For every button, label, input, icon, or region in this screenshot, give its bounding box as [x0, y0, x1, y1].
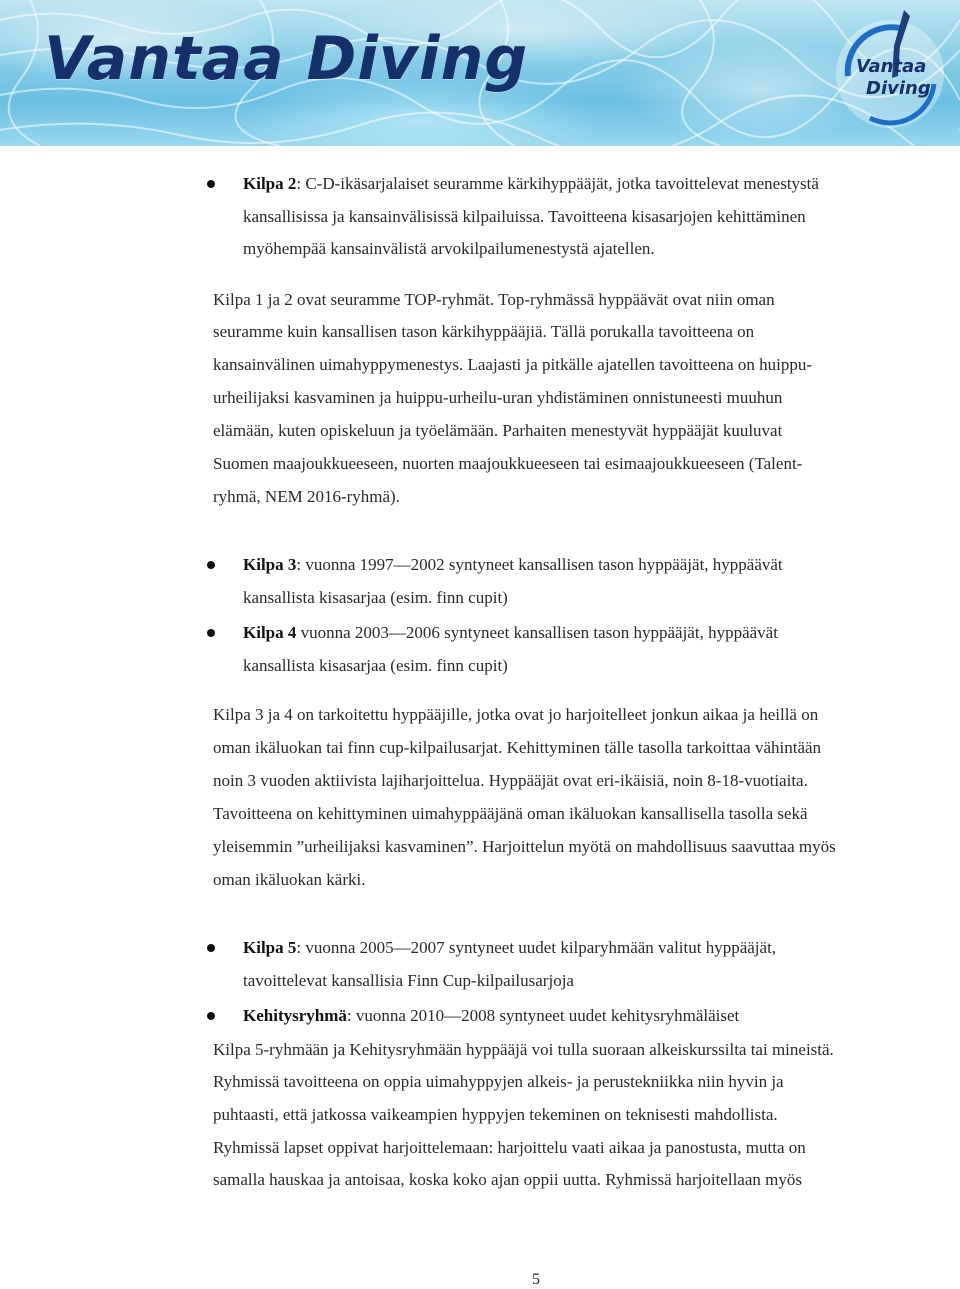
final-paragraph-line-1: Kilpa 5-ryhmään ja Kehitysryhmään hyppääjä voi tulla suoraan alkeiskurssilta tai mineistä. [213, 1040, 834, 1059]
kilpa2-text: : C-D-ikäsarjalaiset seuramme kärkihyppääjät, jotka tavoittelevat menestystä [296, 174, 819, 193]
kilpa2-label: Kilpa 2 [243, 174, 297, 193]
bullet-marker [207, 629, 215, 637]
bullet-marker [207, 1012, 215, 1020]
kilpa3-line-1 [243, 554, 783, 576]
logo-text-diving: Diving [866, 78, 931, 99]
top-paragraph-line-6: Suomen maajoukkueeseen, nuorten maajoukkueeseen tai esimaajoukkueeseen (Talent- [213, 454, 803, 473]
top-paragraph-line-4: urheilijaksi kasvaminen ja huippu-urheilu-uran yhdistäminen onnistuneesti muuhun [213, 388, 783, 407]
kilpa3-label: Kilpa 3 [243, 555, 297, 574]
k34-paragraph-line-2: oman ikäluokan tai finn cup-kilpailusarjat. Kehittyminen tälle tasolla tarkoittaa vähintään [213, 738, 822, 757]
brand-wordmark: Vantaa Diving [44, 24, 529, 94]
k34-paragraph-line-3: noin 3 vuoden aktiivista lajiharjoittelua. Hyppääjät ovat eri-ikäisiä, noin 8-18-vuotiaita. [213, 771, 808, 790]
kilpa4-text: vuonna 2003—2006 syntyneet kansallisen tason hyppääjät, hyppäävät [296, 623, 778, 642]
kilpa5-text: : vuonna 2005—2007 syntyneet uudet kilparyhmään valitut hyppääjät, [296, 938, 777, 957]
kilpa4-line-1 [243, 622, 778, 644]
kilpa5-line-1 [243, 937, 776, 959]
kilpa4-label: Kilpa 4 [243, 623, 297, 642]
kilpa4-line-2: kansallista kisasarjaa (esim. finn cupit) [243, 656, 508, 675]
k34-paragraph-line-5: yleisemmin ”urheilijaksi kasvaminen”. Harjoittelun myötä on mahdollisuus saavuttaa myös [213, 837, 836, 856]
final-paragraph-line-5: samalla hauskaa ja antoisaa, koska koko ajan oppii uutta. Ryhmissä harjoitellaan myös [213, 1170, 802, 1189]
final-paragraph-line-4: Ryhmissä lapset oppivat harjoittelemaan: harjoittelu vaati aikaa ja panostusta, mutta on [213, 1138, 806, 1157]
kehitys-text: : vuonna 2010—2008 syntyneet uudet kehitysryhmäläiset [346, 1006, 740, 1025]
logo-text-vantaa: Vantaa [856, 56, 927, 77]
k34-paragraph-line-4: Tavoitteena on kehittyminen uimahyppääjänä oman ikäluokan kansallisella tasolla sekä [213, 804, 808, 823]
kehitys-line-1 [243, 1005, 739, 1027]
top-paragraph-line-3: kansainvälinen uimahyppymenestys. Laajasti ja pitkälle ajatellen tavoitteena on huippu- [213, 355, 813, 374]
page-number: 5 [532, 1271, 540, 1288]
final-paragraph-line-3: puhtaasti, että jatkossa vaikeampien hyppyjen tekeminen on teknisesti mahdollista. [213, 1105, 778, 1124]
k34-paragraph-line-6: oman ikäluokan kärki. [213, 870, 366, 889]
final-paragraph-line-2: Ryhmissä tavoitteena on oppia uimahyppyjen alkeis- ja perustekniikka niin hyvin ja [213, 1072, 784, 1091]
kilpa3-line-2: kansallista kisasarjaa (esim. finn cupit) [243, 588, 508, 607]
bullet-marker [207, 944, 215, 952]
bullet-marker [207, 561, 215, 569]
kilpa2-line-3: myöhempää kansainvälistä arvokilpailumenestystä ajatellen. [243, 239, 655, 258]
kilpa2-line-1 [243, 173, 819, 195]
kilpa2-line-2: kansallisissa ja kansainvälisissä kilpailuissa. Tavoitteena kisasarjojen kehittäminen [243, 207, 806, 226]
kilpa3-text: : vuonna 1997—2002 syntyneet kansallisen tason hyppääjät, hyppäävät [296, 555, 783, 574]
kilpa5-line-2: tavoittelevat kansallisia Finn Cup-kilpailusarjoja [243, 971, 574, 990]
kehitys-label: Kehitysryhmä [243, 1006, 347, 1025]
top-paragraph-line-5: elämään, kuten opiskeluun ja työelämään. Parhaiten menestyvät hyppääjät kuuluvat [213, 421, 783, 440]
top-paragraph-line-2: seuramme kuin kansallisen tason kärkihyppääjiä. Tällä porukalla tavoitteena on [213, 322, 755, 341]
kilpa5-label: Kilpa 5 [243, 938, 297, 957]
top-paragraph-line-7: ryhmä, NEM 2016-ryhmä). [213, 487, 400, 506]
k34-paragraph-line-1: Kilpa 3 ja 4 on tarkoitettu hyppääjille, jotka ovat jo harjoitelleet jonkun aikaa ja heillä on [213, 705, 819, 724]
top-paragraph-line-1: Kilpa 1 ja 2 ovat seuramme TOP-ryhmät. Top-ryhmässä hyppäävät ovat niin oman [213, 290, 775, 309]
bullet-marker [207, 180, 215, 188]
